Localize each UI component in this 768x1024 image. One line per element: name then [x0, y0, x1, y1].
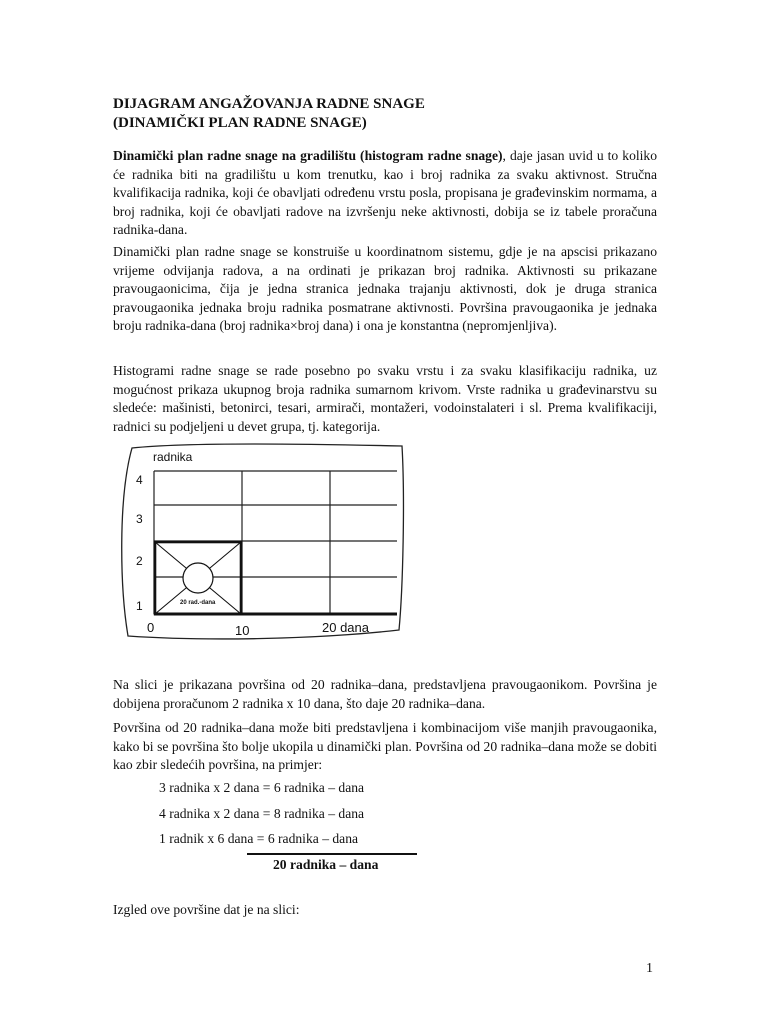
page-number: 1	[646, 961, 653, 976]
equation-2: 4 radnika x 2 dana = 8 radnika – dana	[159, 806, 365, 821]
paragraph-figure-explanation: Na slici je prikazana površina od 20 radnika–dana, predstavljena pravougaonikom. Površina je dobijena proračunom 2 radnika x 10 dana, što daje 20 radnika–dana.	[113, 677, 657, 711]
histogram-svg	[110, 438, 410, 648]
closing-sentence: Izgled ove površine dat je na slici:	[113, 902, 300, 917]
y-tick-2: 2	[136, 554, 143, 568]
paragraph-intro	[113, 147, 657, 240]
area-label: 20 rad.-dana	[180, 600, 216, 606]
paragraph-histograms: Histogrami radne snage se rade posebno po svaku vrstu i za svaku klasifikaciju radnika, uz mogućnost prikaza ukupnog broja radnika sumarnom krivom. Vrste radnika u građevinarstvu su sledeće: mašinisti, betonirci, tesari, armirači, montažeri, vodoinstalateri i sl. Prema kvalifikaciji, radnici su podjeljeni u devet grupa, tj. kategorija.	[113, 363, 657, 434]
x-tick-10: 10	[235, 623, 250, 638]
x-tick-20: 20 dana	[322, 620, 369, 635]
equation-total: 20 radnika – dana	[273, 857, 379, 872]
title-line-2: (DINAMIČKI PLAN RADNE SNAGE)	[113, 115, 367, 131]
intro-rest: , daje jasan uvid u to koliko će radnika biti na gradilištu u kom trenutku, kao i broj radnika za svaku aktivnost. Stručna kvalifikacija radnika, koji će obavljati određenu vrstu posla, propisana je građevinskim normama, a broj radnika, koji će obavljati radove na izvršenju neke aktivnosti, dobija se iz tabele proračuna radnika-dana.	[113, 148, 658, 238]
intro-bold-lead: Dinamički plan radne snage na gradilištu (histogram radne snage)	[113, 148, 503, 163]
y-tick-1: 1	[136, 599, 143, 613]
title-line-1: DIJAGRAM ANGAŽOVANJA RADNE SNAGE	[113, 96, 425, 112]
equation-1: 3 radnika x 2 dana = 6 radnika – dana	[159, 780, 365, 795]
paragraph-coordinate-system: Dinamički plan radne snage se konstruiše u koordinatnom sistemu, gdje je na apscisi prikazano vrijeme odvijanja radova, a na ordinati je prikazan broj radnika. Aktivnosti su prikazane pravougaonicima, čija je jedna stranica jednaka trajanju aktivnosti, dok je druga stranica pravougaonika jednaka broju radnika posmatrane aktivnosti. Površina pravougaonika je jednaka broju radnika-dana (broj radnika×broj dana) i ona je konstantna (nepromjenljiva).	[113, 244, 657, 334]
y-tick-3: 3	[136, 512, 143, 526]
y-tick-4: 4	[136, 473, 143, 487]
paragraph-combination: Površina od 20 radnika–dana može biti predstavljena i kombinacijom više manjih pravougaonika, kako bi se površina što bolje ukopila u dinamički plan. Površina od 20 radnika–dana može se dobiti kao zbir sledećih površina, na primjer:	[113, 720, 657, 773]
sum-line	[247, 853, 417, 855]
equation-3: 1 radnik x 6 dana = 6 radnika – dana	[159, 831, 359, 846]
y-axis-label: radnika	[153, 450, 193, 464]
histogram-figure	[110, 438, 410, 648]
page-title	[113, 95, 673, 133]
x-tick-0: 0	[147, 620, 155, 635]
area-circle	[183, 563, 213, 593]
